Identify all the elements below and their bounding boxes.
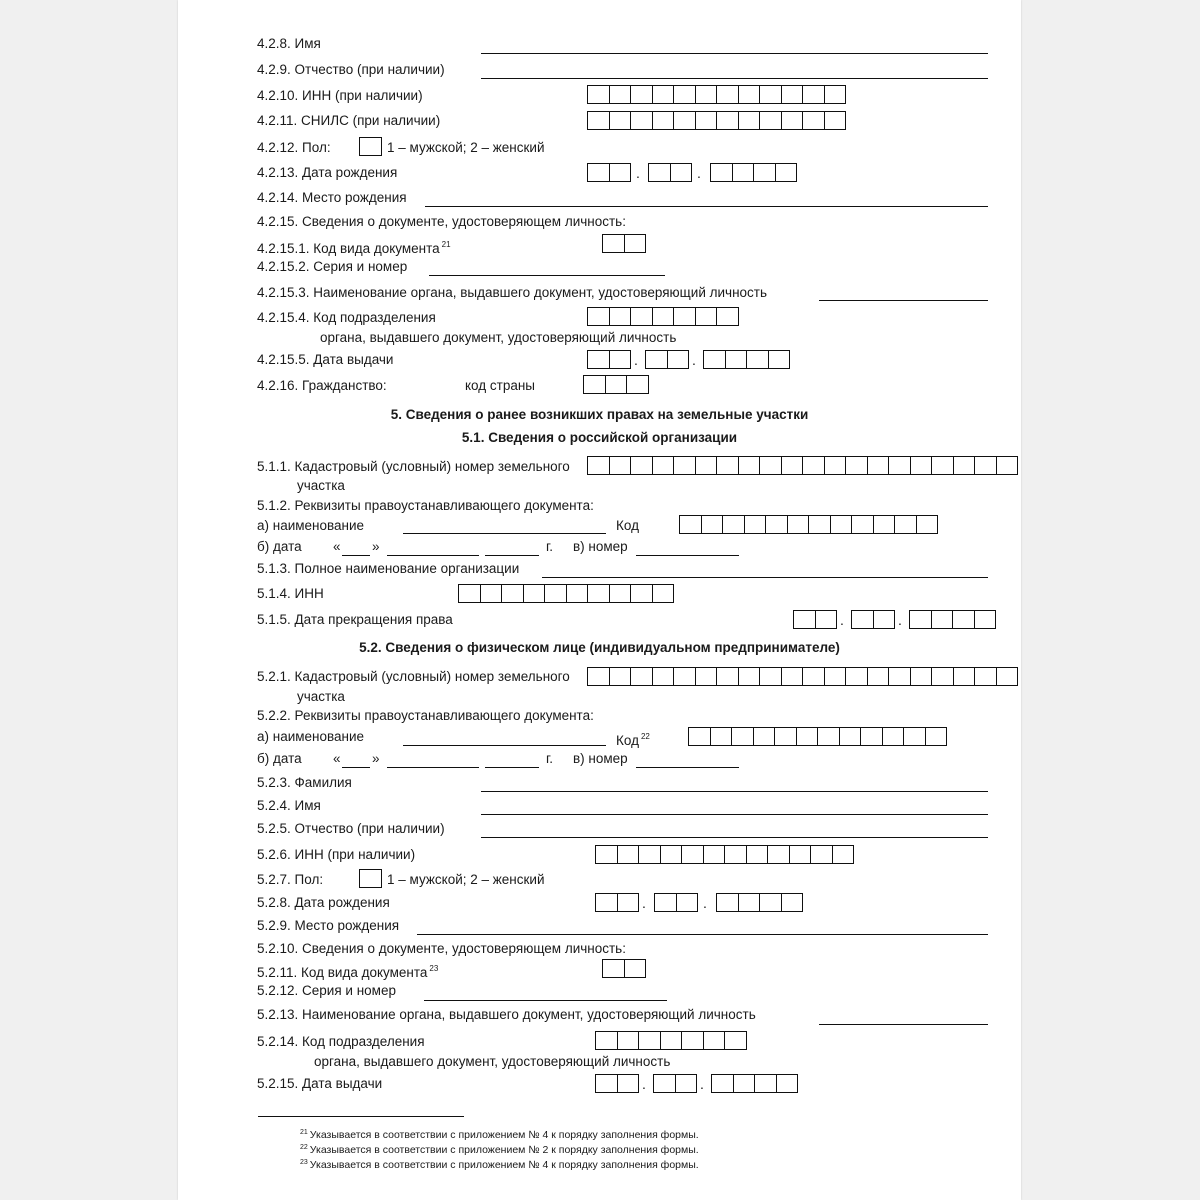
label-5-2-15: 5.2.15. Дата выдачи	[257, 1076, 383, 1091]
input-cell[interactable]	[781, 456, 804, 475]
input-cell[interactable]	[609, 667, 632, 686]
input-cell[interactable]	[873, 515, 896, 534]
input-cell[interactable]	[480, 584, 503, 603]
input-cell[interactable]	[652, 667, 675, 686]
label-5-1-2: 5.1.2. Реквизиты правоустанавливающего документа:	[257, 498, 594, 513]
footnote-23: $^{23}$ Указывается в соответствии с приложением № 4 к порядку заполнения формы.	[300, 1159, 699, 1171]
input-cell[interactable]	[851, 610, 874, 629]
input-cell[interactable]	[660, 845, 683, 864]
input-cell[interactable]	[925, 727, 948, 746]
input-cell[interactable]	[609, 111, 632, 130]
gender-hint: 1 – мужской; 2 – женский	[387, 140, 545, 155]
input-cell[interactable]	[738, 85, 761, 104]
input-cell[interactable]	[759, 893, 782, 912]
footnote-21: $^{21}$ Указывается в соответствии с приложением № 4 к порядку заполнения формы.	[300, 1129, 699, 1141]
input-cell[interactable]	[733, 1074, 756, 1093]
doc-name-line-1[interactable]	[403, 533, 606, 534]
label-5-2-9: 5.2.9. Место рождения	[257, 918, 400, 933]
input-cell[interactable]	[359, 869, 382, 888]
input-cell[interactable]	[602, 234, 625, 253]
series-number-line[interactable]	[429, 275, 665, 276]
doc-year-line-2[interactable]	[485, 767, 539, 768]
cadastral-number-boxes-org[interactable]	[587, 456, 1018, 475]
label-5-2-6: 5.2.6. ИНН (при наличии)	[257, 847, 416, 862]
footnote-separator	[258, 1116, 464, 1117]
input-cell[interactable]	[903, 727, 926, 746]
input-cell[interactable]	[595, 893, 618, 912]
input-cell[interactable]	[587, 667, 610, 686]
input-cell[interactable]	[888, 667, 911, 686]
gender-box[interactable]	[359, 137, 382, 156]
input-cell[interactable]	[638, 1031, 661, 1050]
input-cell[interactable]	[595, 1074, 618, 1093]
name-line-2[interactable]	[481, 814, 988, 815]
issuing-authority-line-2[interactable]	[819, 1024, 988, 1025]
label-4-2-11: 4.2.11. СНИЛС (при наличии)	[257, 113, 441, 128]
input-cell[interactable]	[931, 610, 954, 629]
input-cell[interactable]	[688, 727, 711, 746]
input-cell[interactable]	[630, 584, 653, 603]
input-cell[interactable]	[587, 584, 610, 603]
input-cell[interactable]	[759, 667, 782, 686]
label-5-1-4: 5.1.4. ИНН	[257, 586, 324, 601]
input-cell[interactable]	[703, 1031, 726, 1050]
input-cell[interactable]	[624, 959, 647, 978]
input-cell[interactable]	[617, 893, 640, 912]
input-cell[interactable]	[767, 845, 790, 864]
label-4-2-15: 4.2.15. Сведения о документе, удостоверяющем личность:	[257, 214, 626, 229]
inn-boxes-2[interactable]	[595, 845, 854, 864]
input-cell[interactable]	[931, 667, 954, 686]
birth-day-boxes[interactable]	[587, 163, 631, 182]
input-cell[interactable]	[652, 85, 675, 104]
input-cell[interactable]	[824, 667, 847, 686]
input-cell[interactable]	[952, 610, 975, 629]
issue-year-boxes[interactable]	[703, 350, 790, 369]
input-cell[interactable]	[802, 456, 825, 475]
input-cell[interactable]	[824, 111, 847, 130]
label-5-1-5: 5.1.5. Дата прекращения права	[257, 612, 453, 627]
input-cell[interactable]	[824, 456, 847, 475]
document-page: 4.2.8. Имя 4.2.9. Отчество (при наличии) 4.2.10. ИНН (при наличии) 4.2.11. СНИЛС (при наличии) 4.2.12. Пол: 1 – мужской; 2 – женский 4.2.13. Дата рождения . . 4.2.14. Место рождения 4.2.15. Сведения о документе, удостоверяющем личность: 4.2.15.1. Код вида документа $^{21}$ 4.2.15.2. Серия и номер 4.2.15.3. Наименование органа, выдавшего документ, удостоверяющий личность 4.2.15.4. Код подразделения органа, выдавшего документ, удостоверяющий личность 4.2.15.5. Дата выдачи . . 4.2.16. Гражданство: код страны 5. Сведения о ранее возникших правах на земельные участки 5.1. Сведения о российской организации 5.1.1. Кадастровый (условный) номер земельного участка 5.1.2. Реквизиты правоустанавливающего документа: а) наименование Код б) дата « » г. в) номер 5.1.3. Полное наименование организации 5.1.4. ИНН 5.1.5. Дата прекращения права . . 5.2. Сведения о физическом лице (индивидуальном предпринимателе) 5.2.1. Кадастровый (условный) номер земельного участка 5.2.2. Реквизиты правоустанавливающего документа: а) наименование Код $^{22}$ б) дата « » г. в) номер 5.2.3. Фамилия 5.2.4. Имя 5.2.5. Отчество (при наличии) 5.2.6. ИНН (при наличии) 5.2.7. Пол: 1 – мужской; 2 – женский 5.2.8. Дата рождения . . 5.2.9. Место рождения 5.2.10. Сведения о документе, удостоверяющем личность: 5.2.11. Код вида документа $^{23}$ 5.2.12. Серия и номер 5.2.13. Наименование органа, выдавшего документ, удостоверяющий личность 5.2.14. Код подразделения органа, выдавшего документ, удостоверяющий личность 5.2.15. Дата выдачи . . $^{21}$ Указывается в соответствии с приложением № 4 к порядку заполнения формы. $^{22}$ Указывается в соответствии с приложением № 2 к порядку заполнения формы. $^{23}$ Указывается в соответствии с приложением № 4 к порядку заполнения формы.	[178, 0, 1021, 1200]
input-cell[interactable]	[789, 845, 812, 864]
label-5-1-1b: участка	[297, 478, 345, 493]
label-4-2-9: 4.2.9. Отчество (при наличии)	[257, 62, 445, 77]
input-cell[interactable]	[817, 727, 840, 746]
code-label-1: Код	[616, 518, 639, 533]
doc-month-line-1[interactable]	[387, 555, 479, 556]
input-cell[interactable]	[711, 1074, 734, 1093]
issuing-authority-line[interactable]	[819, 300, 988, 301]
input-cell[interactable]	[781, 667, 804, 686]
label-4-2-15-4: 4.2.15.4. Код подразделения	[257, 310, 436, 325]
doc-number-line-2[interactable]	[636, 767, 739, 768]
input-cell[interactable]	[802, 111, 825, 130]
input-cell[interactable]	[953, 667, 976, 686]
label-5-2-4: 5.2.4. Имя	[257, 798, 321, 813]
input-cell[interactable]	[974, 456, 997, 475]
label-4-2-13: 4.2.13. Дата рождения	[257, 165, 398, 180]
input-cell[interactable]	[793, 610, 816, 629]
section-5-1-title: 5.1. Сведения о российской организации	[461, 430, 738, 445]
input-cell[interactable]	[654, 893, 677, 912]
input-cell[interactable]	[648, 163, 671, 182]
input-cell[interactable]	[595, 845, 618, 864]
input-cell[interactable]	[617, 1031, 640, 1050]
field-patronymic-line[interactable]	[481, 78, 988, 79]
input-cell[interactable]	[566, 584, 589, 603]
input-cell[interactable]	[744, 515, 767, 534]
input-cell[interactable]	[738, 456, 761, 475]
input-cell[interactable]	[716, 456, 739, 475]
label-number-v-1: в) номер	[573, 539, 628, 554]
label-5-2-1: 5.2.1. Кадастровый (условный) номер земельного	[257, 669, 570, 684]
doc-day-line-2[interactable]	[342, 767, 370, 768]
doc-code-boxes-2[interactable]	[688, 727, 947, 746]
input-cell[interactable]	[725, 350, 748, 369]
input-cell[interactable]	[802, 85, 825, 104]
input-cell[interactable]	[605, 375, 628, 394]
org-inn-boxes[interactable]	[458, 584, 674, 603]
input-cell[interactable]	[722, 515, 745, 534]
input-cell[interactable]	[753, 727, 776, 746]
input-cell[interactable]	[753, 163, 776, 182]
label-5-2-14b: органа, выдавшего документ, удостоверяющий личность	[314, 1054, 671, 1069]
input-cell[interactable]	[845, 456, 868, 475]
code-label-2: Код $^{22}$	[616, 732, 650, 748]
input-cell[interactable]	[587, 350, 610, 369]
input-cell[interactable]	[765, 515, 788, 534]
input-cell[interactable]	[781, 111, 804, 130]
input-cell[interactable]	[617, 1074, 640, 1093]
input-cell[interactable]	[602, 959, 625, 978]
input-cell[interactable]	[731, 727, 754, 746]
term-day-boxes[interactable]	[793, 610, 837, 629]
label-5-2-5: 5.2.5. Отчество (при наличии)	[257, 821, 445, 836]
input-cell[interactable]	[882, 727, 905, 746]
input-cell[interactable]	[724, 1031, 747, 1050]
doc-number-line-1[interactable]	[636, 555, 739, 556]
label-number-v-2: в) номер	[573, 751, 628, 766]
division-code-boxes-2[interactable]	[595, 1031, 747, 1050]
doc-code-boxes-1[interactable]	[679, 515, 938, 534]
input-cell[interactable]	[953, 456, 976, 475]
issue-day-boxes-2[interactable]	[595, 1074, 639, 1093]
doc-month-line-2[interactable]	[387, 767, 479, 768]
input-cell[interactable]	[810, 845, 833, 864]
label-4-2-15-2: 4.2.15.2. Серия и номер	[257, 259, 408, 274]
doc-day-line-1[interactable]	[342, 555, 370, 556]
label-5-2-1b: участка	[297, 689, 345, 704]
input-cell[interactable]	[660, 1031, 683, 1050]
org-full-name-line[interactable]	[542, 577, 988, 578]
label-5-2-8: 5.2.8. Дата рождения	[257, 895, 390, 910]
input-cell[interactable]	[609, 163, 632, 182]
input-cell[interactable]	[679, 515, 702, 534]
input-cell[interactable]	[710, 163, 733, 182]
input-cell[interactable]	[652, 456, 675, 475]
input-cell[interactable]	[645, 350, 668, 369]
input-cell[interactable]	[587, 307, 610, 326]
input-cell[interactable]	[587, 163, 610, 182]
input-cell[interactable]	[587, 111, 610, 130]
division-code-boxes[interactable]	[587, 307, 739, 326]
label-name-a-1: а) наименование	[257, 518, 365, 533]
input-cell[interactable]	[851, 515, 874, 534]
doc-type-code-boxes[interactable]	[602, 234, 646, 253]
input-cell[interactable]	[675, 1074, 698, 1093]
input-cell[interactable]	[776, 1074, 799, 1093]
label-5-1-1: 5.1.1. Кадастровый (условный) номер земельного	[257, 459, 570, 474]
label-5-2-10: 5.2.10. Сведения о документе, удостоверяющем личность:	[257, 941, 626, 956]
input-cell[interactable]	[681, 1031, 704, 1050]
cadastral-number-boxes-person[interactable]	[587, 667, 1018, 686]
issue-month-boxes[interactable]	[645, 350, 689, 369]
input-cell[interactable]	[701, 515, 724, 534]
input-cell[interactable]	[695, 85, 718, 104]
birth-year-boxes-2[interactable]	[716, 893, 803, 912]
issue-year-boxes-2[interactable]	[711, 1074, 798, 1093]
input-cell[interactable]	[996, 667, 1019, 686]
birth-month-boxes-2[interactable]	[654, 893, 698, 912]
input-cell[interactable]	[787, 515, 810, 534]
doc-name-line-2[interactable]	[403, 745, 606, 746]
input-cell[interactable]	[716, 307, 739, 326]
input-cell[interactable]	[768, 350, 791, 369]
input-cell[interactable]	[781, 85, 804, 104]
label-5-2-12: 5.2.12. Серия и номер	[257, 983, 396, 998]
label-name-a-2: а) наименование	[257, 729, 365, 744]
input-cell[interactable]	[781, 893, 804, 912]
label-date-b-2: б) дата	[257, 751, 302, 766]
input-cell[interactable]	[695, 111, 718, 130]
section-5-2-title: 5.2. Сведения о физическом лице (индивидуальном предпринимателе)	[359, 640, 840, 655]
input-cell[interactable]	[638, 845, 661, 864]
label-4-2-16: 4.2.16. Гражданство:	[257, 378, 387, 393]
input-cell[interactable]	[676, 893, 699, 912]
label-4-2-10: 4.2.10. ИНН (при наличии)	[257, 88, 423, 103]
input-cell[interactable]	[815, 610, 838, 629]
label-5-2-14: 5.2.14. Код подразделения	[257, 1034, 425, 1049]
input-cell[interactable]	[681, 845, 704, 864]
input-cell[interactable]	[867, 667, 890, 686]
input-cell[interactable]	[630, 111, 653, 130]
series-number-line-2[interactable]	[424, 1000, 667, 1001]
input-cell[interactable]	[609, 85, 632, 104]
input-cell[interactable]	[746, 350, 769, 369]
input-cell[interactable]	[617, 845, 640, 864]
term-month-boxes[interactable]	[851, 610, 895, 629]
input-cell[interactable]	[673, 307, 696, 326]
label-5-2-2: 5.2.2. Реквизиты правоустанавливающего документа:	[257, 708, 594, 723]
input-cell[interactable]	[630, 456, 653, 475]
label-5-1-3: 5.1.3. Полное наименование организации	[257, 561, 520, 576]
label-4-2-15-4b: органа, выдавшего документ, удостоверяющий личность	[320, 330, 677, 345]
input-cell[interactable]	[695, 307, 718, 326]
input-cell[interactable]	[759, 111, 782, 130]
gender-box-2[interactable]	[359, 869, 382, 888]
input-cell[interactable]	[774, 727, 797, 746]
input-cell[interactable]	[974, 667, 997, 686]
birthplace-line[interactable]	[425, 206, 988, 207]
inn-boxes[interactable]	[587, 85, 846, 104]
input-cell[interactable]	[673, 456, 696, 475]
input-cell[interactable]	[716, 667, 739, 686]
label-4-2-15-5: 4.2.15.5. Дата выдачи	[257, 352, 394, 367]
input-cell[interactable]	[894, 515, 917, 534]
label-4-2-8: 4.2.8. Имя	[257, 36, 321, 51]
input-cell[interactable]	[931, 456, 954, 475]
snils-boxes[interactable]	[587, 111, 846, 130]
input-cell[interactable]	[609, 350, 632, 369]
input-cell[interactable]	[630, 307, 653, 326]
input-cell[interactable]	[359, 137, 382, 156]
input-cell[interactable]	[910, 667, 933, 686]
issue-month-boxes-2[interactable]	[653, 1074, 697, 1093]
input-cell[interactable]	[716, 111, 739, 130]
input-cell[interactable]	[759, 456, 782, 475]
input-cell[interactable]	[501, 584, 524, 603]
input-cell[interactable]	[754, 1074, 777, 1093]
input-cell[interactable]	[830, 515, 853, 534]
input-cell[interactable]	[867, 456, 890, 475]
input-cell[interactable]	[652, 584, 675, 603]
input-cell[interactable]	[716, 893, 739, 912]
input-cell[interactable]	[916, 515, 939, 534]
label-5-2-7: 5.2.7. Пол:	[257, 872, 324, 887]
birth-day-boxes-2[interactable]	[595, 893, 639, 912]
input-cell[interactable]	[670, 163, 693, 182]
input-cell[interactable]	[653, 1074, 676, 1093]
input-cell[interactable]	[673, 111, 696, 130]
input-cell[interactable]	[626, 375, 649, 394]
label-4-2-12: 4.2.12. Пол:	[257, 140, 331, 155]
input-cell[interactable]	[695, 667, 718, 686]
label-4-2-15-1: 4.2.15.1. Код вида документа $^{21}$	[257, 240, 451, 256]
input-cell[interactable]	[652, 307, 675, 326]
input-cell[interactable]	[724, 845, 747, 864]
birth-month-boxes[interactable]	[648, 163, 692, 182]
section-5-title: 5. Сведения о ранее возникших правах на земельные участки	[390, 407, 809, 422]
label-4-2-15-3: 4.2.15.3. Наименование органа, выдавшего документ, удостоверяющий личность	[257, 285, 767, 300]
label-date-b-1: б) дата	[257, 539, 302, 554]
input-cell[interactable]	[796, 727, 819, 746]
gender-hint-2: 1 – мужской; 2 – женский	[387, 872, 545, 887]
input-cell[interactable]	[673, 667, 696, 686]
birth-year-boxes[interactable]	[710, 163, 797, 182]
input-cell[interactable]	[595, 1031, 618, 1050]
input-cell[interactable]	[667, 350, 690, 369]
input-cell[interactable]	[808, 515, 831, 534]
issue-day-boxes[interactable]	[587, 350, 631, 369]
input-cell[interactable]	[738, 667, 761, 686]
input-cell[interactable]	[860, 727, 883, 746]
input-cell[interactable]	[630, 85, 653, 104]
doc-type-code-boxes-2[interactable]	[602, 959, 646, 978]
input-cell[interactable]	[746, 845, 769, 864]
input-cell[interactable]	[839, 727, 862, 746]
input-cell[interactable]	[587, 85, 610, 104]
input-cell[interactable]	[738, 111, 761, 130]
label-5-2-13: 5.2.13. Наименование органа, выдавшего документ, удостоверяющий личность	[257, 1007, 756, 1022]
input-cell[interactable]	[974, 610, 997, 629]
input-cell[interactable]	[609, 584, 632, 603]
input-cell[interactable]	[609, 307, 632, 326]
doc-year-line-1[interactable]	[485, 555, 539, 556]
input-cell[interactable]	[832, 845, 855, 864]
input-cell[interactable]	[775, 163, 798, 182]
input-cell[interactable]	[759, 85, 782, 104]
field-name-line[interactable]	[481, 53, 988, 54]
input-cell[interactable]	[703, 350, 726, 369]
input-cell[interactable]	[802, 667, 825, 686]
input-cell[interactable]	[703, 845, 726, 864]
input-cell[interactable]	[587, 456, 610, 475]
input-cell[interactable]	[673, 85, 696, 104]
input-cell[interactable]	[523, 584, 546, 603]
input-cell[interactable]	[630, 667, 653, 686]
input-cell[interactable]	[609, 456, 632, 475]
input-cell[interactable]	[458, 584, 481, 603]
input-cell[interactable]	[738, 893, 761, 912]
input-cell[interactable]	[710, 727, 733, 746]
input-cell[interactable]	[624, 234, 647, 253]
input-cell[interactable]	[845, 667, 868, 686]
label-5-2-3: 5.2.3. Фамилия	[257, 775, 352, 790]
label-5-2-11: 5.2.11. Код вида документа $^{23}$	[257, 964, 439, 980]
term-year-boxes[interactable]	[909, 610, 996, 629]
input-cell[interactable]	[695, 456, 718, 475]
input-cell[interactable]	[544, 584, 567, 603]
birthplace-line-2[interactable]	[417, 934, 988, 935]
input-cell[interactable]	[909, 610, 932, 629]
input-cell[interactable]	[873, 610, 896, 629]
input-cell[interactable]	[732, 163, 755, 182]
input-cell[interactable]	[996, 456, 1019, 475]
label-4-2-14: 4.2.14. Место рождения	[257, 190, 407, 205]
input-cell[interactable]	[888, 456, 911, 475]
patronymic-line-2[interactable]	[481, 837, 988, 838]
input-cell[interactable]	[652, 111, 675, 130]
input-cell[interactable]	[910, 456, 933, 475]
country-code-boxes[interactable]	[583, 375, 649, 394]
country-code-label: код страны	[465, 378, 536, 393]
surname-line[interactable]	[481, 791, 988, 792]
footnote-22: $^{22}$ Указывается в соответствии с приложением № 2 к порядку заполнения формы.	[300, 1144, 699, 1156]
input-cell[interactable]	[824, 85, 847, 104]
input-cell[interactable]	[583, 375, 606, 394]
input-cell[interactable]	[716, 85, 739, 104]
